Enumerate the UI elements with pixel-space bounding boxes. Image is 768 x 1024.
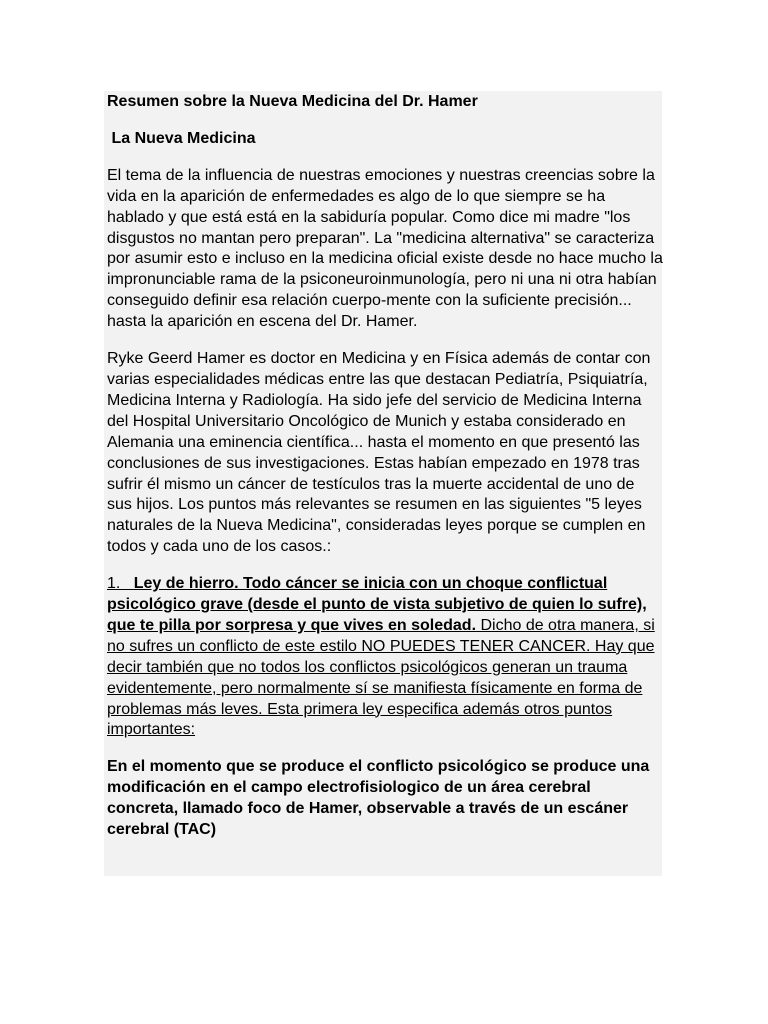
document-content [107, 92, 663, 841]
law-one-bold-text: Ley de hierro. Todo cáncer se inicia con un choque conflictual psicológico grave (desde el punto de vista subjetivo de quien lo sufre), que te pilla por sorpresa y que vives en soledad. [107, 575, 647, 634]
law-one-text: Dicho de otra manera, si no sufres un conflicto de este estilo NO PUEDES TENER CANCER. Hay que decir también que no todos los conflictos psicológicos generan un trauma evidentemente, pero normalmente sí se manifiesta físicamente en forma de problemas más leves. Esta primera ley especifica además otros puntos importantes: [107, 616, 655, 739]
law-one-number: 1. [107, 575, 134, 593]
paragraph-intro: El tema de la influencia de nuestras emociones y nuestras creencias sobre la vida en la aparición de enfermedades es algo de lo que siempre se ha hablado y que está está en la sabiduría popular. Como dice mi madre "los disgustos no mantan pero preparan". La "medicina alternativa" se caracteriza por asumir esto e incluso en la medicina oficial existe desde no hace mucho la impronunciable rama de la psiconeuroinmunología, pero ni una ni otra habían conseguido definir esa relación cuerpo-mente con la suficiente precisión... hasta la aparición en escena del Dr. Hamer. [107, 166, 663, 331]
document-title: Resumen sobre la Nueva Medicina del Dr. Hamer [107, 93, 478, 110]
document-subtitle: La Nueva Medicina [107, 129, 256, 147]
paragraph-hamer-bio: Ryke Geerd Hamer es doctor en Medicina y en Física además de contar con varias especialidades médicas entre las que destacan Pediatría, Psiquiatría, Medicina Interna y Radiología. Ha sido jefe del servicio de Medicina Interna del Hospital Universitario Oncológico de Munich y estaba considerado en Alemania una eminencia científica... hasta el momento en que presentó las conclusiones de sus investigaciones. Estas habían empezado en 1978 tras sufrir él mismo un cáncer de testículos tras la muerte accidental de uno de sus hijos. Los puntos más relevantes se resumen en las siguientes "5 leyes naturales de la Nueva Medicina", consideradas leyes porque se cumplen en todos y cada uno de los casos.: [107, 350, 651, 556]
law-one [107, 574, 663, 741]
paragraph-conflict: En el momento que se produce el conflicto psicológico se produce una modificación en el campo electrofisiologico de un área cerebral concreta, llamado foco de Hamer, observable a través de un escáner cerebral (TAC) [107, 758, 650, 839]
